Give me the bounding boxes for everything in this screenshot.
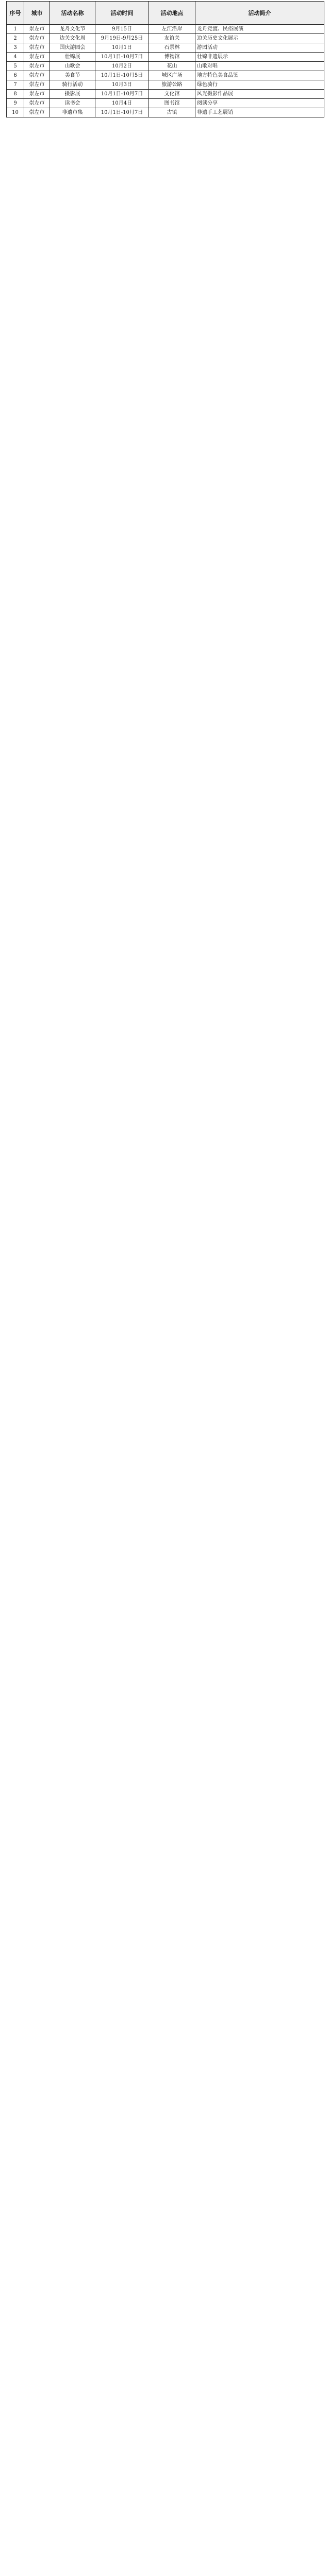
row-event-place: 旅游公路 xyxy=(149,80,195,90)
row-event-time: 9月19日-9月25日 xyxy=(95,34,149,43)
header-place: 活动地点 xyxy=(149,2,195,25)
header-time: 活动时间 xyxy=(95,2,149,25)
row-event-name: 美食节 xyxy=(50,71,95,80)
row-event-place: 博物馆 xyxy=(149,53,195,62)
row-event-description: 龙舟竞渡、民俗展演 xyxy=(195,25,324,34)
table-row xyxy=(7,108,324,117)
row-city: 崇左市 xyxy=(24,34,50,43)
row-event-time: 10月1日-10月7日 xyxy=(95,90,149,99)
table-row xyxy=(7,90,324,99)
row-event-name: 壮锦展 xyxy=(50,53,95,62)
row-event-name: 骑行活动 xyxy=(50,80,95,90)
row-event-name: 国庆游园会 xyxy=(50,43,95,53)
row-number: 8 xyxy=(7,90,24,99)
row-event-place: 左江沿岸 xyxy=(149,25,195,34)
row-number: 10 xyxy=(7,108,24,117)
row-event-description: 风光摄影作品展 xyxy=(195,90,324,99)
row-number: 5 xyxy=(7,62,24,71)
row-event-description: 地方特色美食品鉴 xyxy=(195,71,324,80)
row-event-place: 古镇 xyxy=(149,108,195,117)
header-name: 活动名称 xyxy=(50,2,95,25)
page xyxy=(0,1,330,117)
row-event-description: 边关历史文化展示 xyxy=(195,34,324,43)
table-body xyxy=(7,25,324,117)
row-event-place: 文化馆 xyxy=(149,90,195,99)
row-event-name: 山歌会 xyxy=(50,62,95,71)
row-city: 崇左市 xyxy=(24,53,50,62)
row-event-time: 10月4日 xyxy=(95,99,149,108)
row-event-name: 非遗市集 xyxy=(50,108,95,117)
row-event-name: 边关文化周 xyxy=(50,34,95,43)
header-desc: 活动简介 xyxy=(195,2,324,25)
event-schedule-table xyxy=(6,1,324,117)
row-event-description: 壮锦非遗展示 xyxy=(195,53,324,62)
row-event-name: 龙舟文化节 xyxy=(50,25,95,34)
row-event-time: 10月1日-10月5日 xyxy=(95,71,149,80)
row-event-description: 非遗手工艺展销 xyxy=(195,108,324,117)
row-city: 崇左市 xyxy=(24,62,50,71)
row-event-time: 10月3日 xyxy=(95,80,149,90)
table-row xyxy=(7,43,324,53)
row-event-description: 阅读分享 xyxy=(195,99,324,108)
table-row xyxy=(7,80,324,90)
row-number: 1 xyxy=(7,25,24,34)
row-event-description: 绿色骑行 xyxy=(195,80,324,90)
row-number: 7 xyxy=(7,80,24,90)
row-number: 4 xyxy=(7,53,24,62)
table-row xyxy=(7,71,324,80)
table-row xyxy=(7,53,324,62)
row-event-place: 花山 xyxy=(149,62,195,71)
row-city: 崇左市 xyxy=(24,43,50,53)
row-event-time: 9月15日 xyxy=(95,25,149,34)
row-city: 崇左市 xyxy=(24,108,50,117)
table-row xyxy=(7,62,324,71)
row-city: 崇左市 xyxy=(24,71,50,80)
row-event-time: 10月1日 xyxy=(95,43,149,53)
row-event-description: 游园活动 xyxy=(195,43,324,53)
row-number: 2 xyxy=(7,34,24,43)
row-number: 3 xyxy=(7,43,24,53)
table-row xyxy=(7,99,324,108)
table-row xyxy=(7,25,324,34)
row-city: 崇左市 xyxy=(24,90,50,99)
table-row xyxy=(7,34,324,43)
row-event-name: 摄影展 xyxy=(50,90,95,99)
row-city: 崇左市 xyxy=(24,99,50,108)
row-event-place: 城区广场 xyxy=(149,71,195,80)
row-city: 崇左市 xyxy=(24,25,50,34)
row-event-name: 读书会 xyxy=(50,99,95,108)
header-city: 城市 xyxy=(24,2,50,25)
row-event-time: 10月2日 xyxy=(95,62,149,71)
table-header-row xyxy=(7,2,324,25)
row-city: 崇左市 xyxy=(24,80,50,90)
row-event-description: 山歌对唱 xyxy=(195,62,324,71)
header-no: 序号 xyxy=(7,2,24,25)
row-event-time: 10月1日-10月7日 xyxy=(95,108,149,117)
row-number: 6 xyxy=(7,71,24,80)
row-event-place: 图书馆 xyxy=(149,99,195,108)
row-event-place: 石景林 xyxy=(149,43,195,53)
row-event-place: 友谊关 xyxy=(149,34,195,43)
row-number: 9 xyxy=(7,99,24,108)
row-event-time: 10月1日-10月7日 xyxy=(95,53,149,62)
